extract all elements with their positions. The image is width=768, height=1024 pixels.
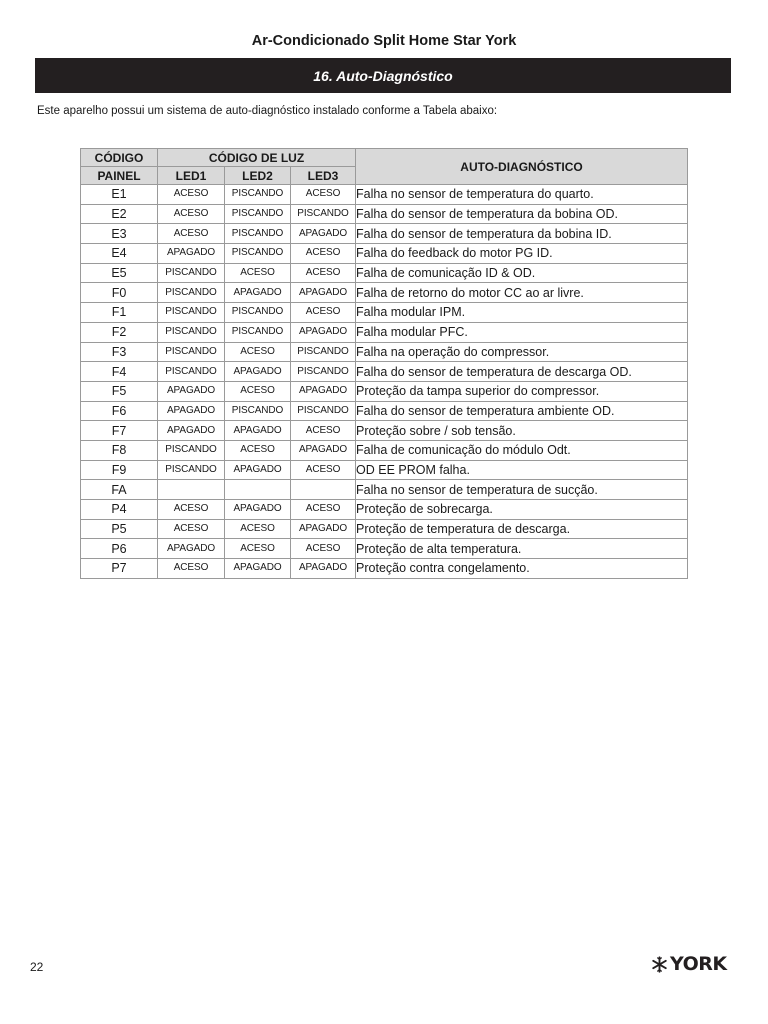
diagnosis-description: Falha do feedback do motor PG ID. <box>356 244 688 264</box>
diagnosis-description: Falha do sensor de temperatura ambiente OD. <box>356 401 688 421</box>
led2-state: PISCANDO <box>225 303 291 323</box>
led3-state: ACESO <box>291 185 356 205</box>
diagnosis-description: Proteção da tampa superior do compressor. <box>356 381 688 401</box>
table-row <box>81 342 688 362</box>
panel-code: F0 <box>81 283 158 303</box>
york-logo <box>651 953 727 975</box>
table-row <box>81 421 688 441</box>
panel-code: F9 <box>81 460 158 480</box>
led2-state: ACESO <box>225 342 291 362</box>
table-row <box>81 480 688 500</box>
table-row <box>81 539 688 559</box>
panel-code: P5 <box>81 519 158 539</box>
table-row <box>81 283 688 303</box>
diagnosis-description: Falha modular IPM. <box>356 303 688 323</box>
led3-state: PISCANDO <box>291 401 356 421</box>
led3-state: APAGADO <box>291 322 356 342</box>
led2-state: APAGADO <box>225 460 291 480</box>
panel-code: FA <box>81 480 158 500</box>
led1-state: ACESO <box>158 204 225 224</box>
panel-code: F8 <box>81 440 158 460</box>
section-title: 16. Auto-Diagnóstico <box>313 67 453 84</box>
led2-state: ACESO <box>225 539 291 559</box>
diagnosis-description: Proteção de temperatura de descarga. <box>356 519 688 539</box>
led2-state: APAGADO <box>225 559 291 579</box>
diagnosis-description: Falha do sensor de temperatura de descarga OD. <box>356 362 688 382</box>
led2-state: APAGADO <box>225 283 291 303</box>
led1-state: ACESO <box>158 185 225 205</box>
led3-state: ACESO <box>291 500 356 520</box>
header-light-code: CÓDIGO DE LUZ <box>158 149 356 167</box>
header-led1: LED1 <box>158 167 225 185</box>
led3-state: PISCANDO <box>291 342 356 362</box>
led3-state: APAGADO <box>291 224 356 244</box>
led1-state: PISCANDO <box>158 263 225 283</box>
led3-state: APAGADO <box>291 283 356 303</box>
led1-state: APAGADO <box>158 539 225 559</box>
led3-state: ACESO <box>291 421 356 441</box>
table-row <box>81 401 688 421</box>
panel-code: F7 <box>81 421 158 441</box>
panel-code: E3 <box>81 224 158 244</box>
panel-code: F5 <box>81 381 158 401</box>
led1-state: ACESO <box>158 500 225 520</box>
led1-state: APAGADO <box>158 401 225 421</box>
diagnosis-description: Proteção de alta temperatura. <box>356 539 688 559</box>
led1-state: PISCANDO <box>158 322 225 342</box>
header-code-panel-bottom: PAINEL <box>81 167 158 185</box>
table-row <box>81 303 688 323</box>
diagnosis-description: Falha no sensor de temperatura do quarto. <box>356 185 688 205</box>
led3-state: APAGADO <box>291 559 356 579</box>
led3-state: ACESO <box>291 539 356 559</box>
document-title: Ar-Condicionado Split Home Star York <box>251 33 517 49</box>
diagnosis-description: OD EE PROM falha. <box>356 460 688 480</box>
led3-state: PISCANDO <box>291 362 356 382</box>
led1-state <box>158 480 225 500</box>
led1-state: PISCANDO <box>158 342 225 362</box>
led2-state: ACESO <box>225 263 291 283</box>
led3-state: ACESO <box>291 460 356 480</box>
intro-paragraph: Este aparelho possui um sistema de auto-diagnóstico instalado conforme a Tabela abaixo: <box>37 105 498 117</box>
led1-state: APAGADO <box>158 244 225 264</box>
diagnosis-description: Proteção sobre / sob tensão. <box>356 421 688 441</box>
led2-state: APAGADO <box>225 500 291 520</box>
led1-state: ACESO <box>158 519 225 539</box>
led2-state: ACESO <box>225 381 291 401</box>
table-row <box>81 559 688 579</box>
header-led3: LED3 <box>291 167 356 185</box>
led2-state: PISCANDO <box>225 204 291 224</box>
page-number: 22 <box>30 960 44 974</box>
table-row <box>81 263 688 283</box>
led1-state: APAGADO <box>158 421 225 441</box>
panel-code: F3 <box>81 342 158 362</box>
led1-state: APAGADO <box>158 381 225 401</box>
diagnosis-description: Falha de retorno do motor CC ao ar livre. <box>356 283 688 303</box>
led1-state: PISCANDO <box>158 460 225 480</box>
panel-code: F6 <box>81 401 158 421</box>
diagnosis-description: Falha de comunicação do módulo Odt. <box>356 440 688 460</box>
led1-state: ACESO <box>158 224 225 244</box>
led1-state: PISCANDO <box>158 362 225 382</box>
diagnosis-description: Proteção contra congelamento. <box>356 559 688 579</box>
diagnostic-table <box>80 148 688 579</box>
led1-state: PISCANDO <box>158 283 225 303</box>
diagnosis-description: Falha de comunicação ID & OD. <box>356 263 688 283</box>
section-heading-bar <box>35 58 731 93</box>
led1-state: PISCANDO <box>158 440 225 460</box>
table-row <box>81 224 688 244</box>
led2-state: PISCANDO <box>225 224 291 244</box>
panel-code: F4 <box>81 362 158 382</box>
led2-state: PISCANDO <box>225 244 291 264</box>
diagnosis-description: Falha no sensor de temperatura de sucção. <box>356 480 688 500</box>
led2-state: APAGADO <box>225 362 291 382</box>
diagnosis-description: Falha modular PFC. <box>356 322 688 342</box>
diagnosis-description: Falha do sensor de temperatura da bobina OD. <box>356 204 688 224</box>
header-led2: LED2 <box>225 167 291 185</box>
table-row <box>81 322 688 342</box>
table-row <box>81 185 688 205</box>
panel-code: E4 <box>81 244 158 264</box>
led2-state <box>225 480 291 500</box>
table-row <box>81 244 688 264</box>
led3-state: APAGADO <box>291 440 356 460</box>
panel-code: E5 <box>81 263 158 283</box>
panel-code: P6 <box>81 539 158 559</box>
diagnosis-description: Falha do sensor de temperatura da bobina ID. <box>356 224 688 244</box>
table-row <box>81 460 688 480</box>
led2-state: PISCANDO <box>225 322 291 342</box>
panel-code: F1 <box>81 303 158 323</box>
york-logo-text: YORK <box>670 953 727 975</box>
led2-state: PISCANDO <box>225 185 291 205</box>
panel-code: P7 <box>81 559 158 579</box>
diagnosis-description: Falha na operação do compressor. <box>356 342 688 362</box>
table-row <box>81 440 688 460</box>
panel-code: E1 <box>81 185 158 205</box>
led3-state: ACESO <box>291 263 356 283</box>
led3-state: APAGADO <box>291 519 356 539</box>
header-auto-diagnosis: AUTO-DIAGNÓSTICO <box>356 149 688 185</box>
led3-state: ACESO <box>291 244 356 264</box>
led2-state: ACESO <box>225 440 291 460</box>
table-row <box>81 204 688 224</box>
table-body <box>81 185 688 579</box>
led3-state: PISCANDO <box>291 204 356 224</box>
led2-state: ACESO <box>225 519 291 539</box>
diagnosis-description: Proteção de sobrecarga. <box>356 500 688 520</box>
table-row <box>81 519 688 539</box>
table-row <box>81 381 688 401</box>
led3-state: APAGADO <box>291 381 356 401</box>
panel-code: P4 <box>81 500 158 520</box>
led1-state: ACESO <box>158 559 225 579</box>
led3-state <box>291 480 356 500</box>
header-code-panel-top: CÓDIGO <box>81 149 158 167</box>
snowflake-icon <box>651 956 668 973</box>
panel-code: E2 <box>81 204 158 224</box>
panel-code: F2 <box>81 322 158 342</box>
led1-state: PISCANDO <box>158 303 225 323</box>
table-header <box>81 149 688 185</box>
table-row <box>81 362 688 382</box>
table-row <box>81 500 688 520</box>
led2-state: APAGADO <box>225 421 291 441</box>
led3-state: ACESO <box>291 303 356 323</box>
led2-state: PISCANDO <box>225 401 291 421</box>
